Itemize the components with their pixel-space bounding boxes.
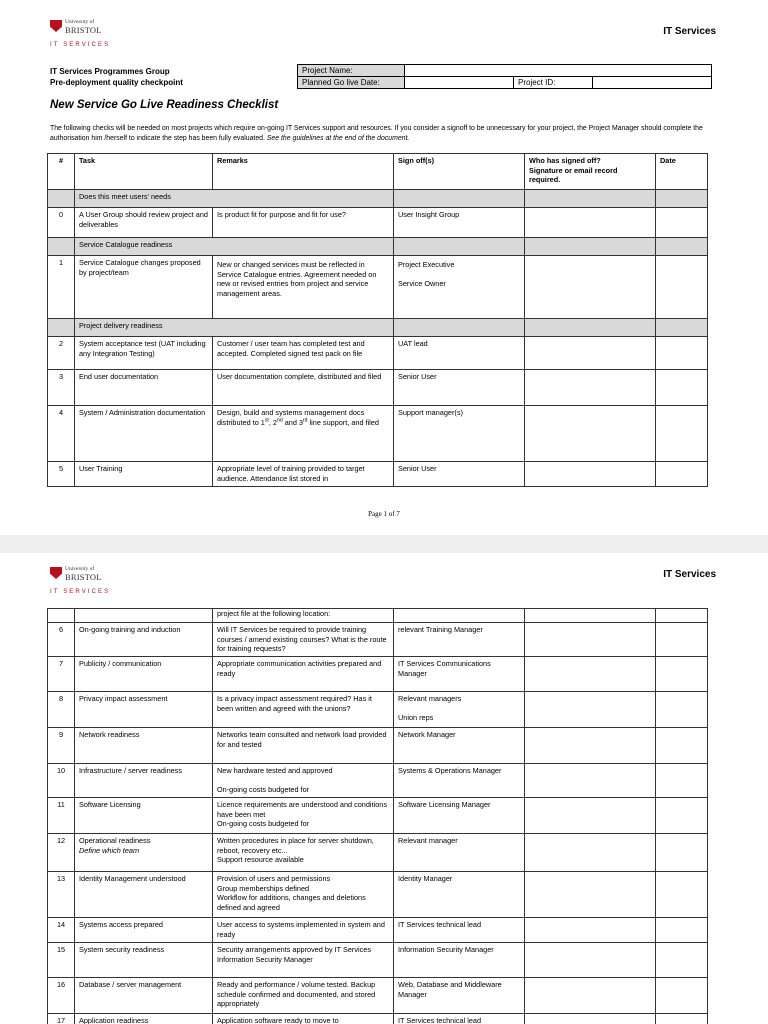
row-signoff: UAT lead	[394, 337, 525, 370]
signed-by-field[interactable]	[525, 609, 656, 623]
row-signoff: User Insight Group	[394, 208, 525, 238]
section-title: Does this meet users' needs	[75, 190, 394, 208]
table-row	[48, 764, 708, 798]
project-details-table	[297, 64, 712, 89]
row-number: 15	[48, 943, 75, 978]
row-number: 11	[48, 798, 75, 834]
row-number: 12	[48, 834, 75, 872]
date-field[interactable]	[656, 256, 708, 319]
signed-by-field[interactable]	[525, 943, 656, 978]
header-title: IT Services	[663, 569, 716, 580]
row-remarks: Ready and performance / volume tested. Backup schedule confirmed and documented, and stored appropriately	[213, 978, 394, 1014]
row-task: Identity Management understood	[75, 872, 213, 918]
signed-by-field[interactable]	[525, 1014, 656, 1024]
golive-date-field[interactable]	[405, 77, 514, 89]
signed-by-field[interactable]	[525, 256, 656, 319]
row-number: 5	[48, 462, 75, 487]
row-number: 10	[48, 764, 75, 798]
logo-subtitle: IT SERVICES	[50, 589, 111, 595]
who-header-line1: Who has signed off?	[529, 156, 601, 165]
table-row	[48, 623, 708, 657]
date-field[interactable]	[656, 943, 708, 978]
row-number: 1	[48, 256, 75, 319]
row-remarks: Is a privacy impact assessment required? Has it been written and agreed with the unions?	[213, 692, 394, 728]
row-task: Infrastructure / server readiness	[75, 764, 213, 798]
signed-by-field[interactable]	[525, 657, 656, 692]
row-number: 16	[48, 978, 75, 1014]
signed-by-field[interactable]	[525, 978, 656, 1014]
page-gap	[0, 535, 768, 553]
table-row	[48, 406, 708, 462]
col-task-header: Task	[75, 154, 213, 190]
table-row	[48, 337, 708, 370]
row-task: Application readiness	[75, 1014, 213, 1024]
row-task: System security readiness	[75, 943, 213, 978]
signed-by-field[interactable]	[525, 764, 656, 798]
signed-by-field[interactable]	[525, 370, 656, 406]
row-remarks: Appropriate communication activities prepared and ready	[213, 657, 394, 692]
table-row	[48, 728, 708, 764]
row-signoff: Senior User	[394, 370, 525, 406]
row-signoff: Systems & Operations Manager	[394, 764, 525, 798]
section-row	[48, 190, 708, 208]
row-remarks: Licence requirements are understood and conditions have been met On-going costs budgeted for	[213, 798, 394, 834]
date-field[interactable]	[656, 728, 708, 764]
crest-icon	[50, 20, 62, 32]
row-signoff: Information Security Manager	[394, 943, 525, 978]
row-task: Privacy impact assessment	[75, 692, 213, 728]
date-field[interactable]	[656, 692, 708, 728]
checklist-table-page2	[47, 608, 708, 1024]
table-row	[48, 609, 708, 623]
row-remarks: project file at the following location:	[213, 609, 394, 623]
signed-by-field[interactable]	[525, 208, 656, 238]
signed-by-field[interactable]	[525, 834, 656, 872]
checklist-table-page1	[47, 153, 708, 487]
row-task: Operational readiness Define which team	[75, 834, 213, 872]
date-field[interactable]	[656, 462, 708, 487]
table-row	[48, 834, 708, 872]
group-name: IT Services Programmes Group	[50, 67, 170, 76]
intro-paragraph	[50, 124, 720, 143]
date-field[interactable]	[656, 406, 708, 462]
row-task: Software Licensing	[75, 798, 213, 834]
table-row	[48, 798, 708, 834]
row-number: 3	[48, 370, 75, 406]
university-logo	[50, 567, 110, 597]
logo-text-line2: BRISTOL	[65, 572, 102, 582]
col-num-header: #	[48, 154, 75, 190]
project-name-label: Project Name:	[298, 65, 405, 77]
row-task: Publicity / communication	[75, 657, 213, 692]
signed-by-field[interactable]	[525, 337, 656, 370]
row-signoff: Identity Manager	[394, 872, 525, 918]
page-footer: Page 1 of 7	[368, 510, 400, 518]
row-task: Service Catalogue changes proposed by project/team	[75, 256, 213, 319]
table-row	[48, 256, 708, 319]
table-row	[48, 1014, 708, 1024]
row-signoff: IT Services Communications Manager	[394, 657, 525, 692]
row-number: 4	[48, 406, 75, 462]
row-signoff: Support manager(s)	[394, 406, 525, 462]
row-remarks: Security arrangements approved by IT Services Information Security Manager	[213, 943, 394, 978]
who-header-line2: Signature or email record	[529, 165, 618, 175]
logo-text-line1: University of	[65, 566, 95, 572]
row-signoff: Relevant manager	[394, 834, 525, 872]
col-who-header	[525, 154, 656, 190]
row-task: Database / server management	[75, 978, 213, 1014]
signed-by-field[interactable]	[525, 623, 656, 657]
row-number: 17	[48, 1014, 75, 1024]
row-signoff: Web, Database and Middleware Manager	[394, 978, 525, 1014]
date-field[interactable]	[656, 834, 708, 872]
table-row	[48, 208, 708, 238]
row-task: System / Administration documentation	[75, 406, 213, 462]
row-task: A User Group should review project and deliverables	[75, 208, 213, 238]
date-field[interactable]	[656, 337, 708, 370]
project-name-field[interactable]	[405, 65, 712, 77]
section-row	[48, 319, 708, 337]
row-remarks: User access to systems implemented in system and ready	[213, 918, 394, 943]
signed-by-field[interactable]	[525, 798, 656, 834]
row-task: User Training	[75, 462, 213, 487]
row-remarks: Written procedures in place for server shutdown, reboot, recovery etc... Support resource available	[213, 834, 394, 872]
date-field[interactable]	[656, 623, 708, 657]
signed-by-field[interactable]	[525, 406, 656, 462]
row-remarks: Customer / user team has completed test and accepted. Completed signed test pack on file	[213, 337, 394, 370]
checkpoint-name: Pre-deployment quality checkpoint	[50, 78, 183, 87]
crest-icon	[50, 567, 62, 579]
table-row	[48, 370, 708, 406]
row-signoff: Senior User	[394, 462, 525, 487]
row-signoff: Software Licensing Manager	[394, 798, 525, 834]
row-remarks: New or changed services must be reflected in Service Catalogue entries. Agreement needed on new or revised entries from project and service management areas.	[213, 256, 394, 319]
row-signoff: IT Services technical lead	[394, 918, 525, 943]
intro-text: The following checks will be needed on most projects which require on-going IT Services support and resources. If you consider a signoff to be unnecessary for your project, the Project Manager should complete the authorisation him /herself to indicate the step has been fully evaluated.	[50, 125, 703, 142]
col-signoff-header: Sign off(s)	[394, 154, 525, 190]
signed-by-field[interactable]	[525, 918, 656, 943]
row-remarks: Provision of users and permissions Group memberships defined Workflow for additions, changes and deletions defined and agreed	[213, 872, 394, 918]
row-task: Network readiness	[75, 728, 213, 764]
table-row	[48, 872, 708, 918]
row-task: On-going training and induction	[75, 623, 213, 657]
golive-date-label: Planned Go live Date:	[298, 77, 405, 89]
university-logo	[50, 20, 110, 50]
table-row	[48, 943, 708, 978]
project-group-info	[50, 66, 183, 88]
signed-by-field[interactable]	[525, 728, 656, 764]
signed-by-field[interactable]	[525, 872, 656, 918]
row-remarks: Application software ready to move to	[213, 1014, 394, 1024]
row-remarks: Networks team consulted and network load provided for and tested	[213, 728, 394, 764]
row-task: End user documentation	[75, 370, 213, 406]
row-signoff: Relevant managers Union reps	[394, 692, 525, 728]
section-row	[48, 238, 708, 256]
row-signoff: Network Manager	[394, 728, 525, 764]
row-number: 9	[48, 728, 75, 764]
row-remarks: Appropriate level of training provided to target audience. Attendance list stored in	[213, 462, 394, 487]
table-row	[48, 657, 708, 692]
row-task: Systems access prepared	[75, 918, 213, 943]
date-field[interactable]	[656, 872, 708, 918]
section-title: Service Catalogue readiness	[75, 238, 394, 256]
table-row	[48, 462, 708, 487]
row-task: System acceptance test (UAT including any Integration Testing)	[75, 337, 213, 370]
header-title: IT Services	[663, 26, 716, 37]
section-title: Project delivery readiness	[75, 319, 394, 337]
table-row	[48, 918, 708, 943]
row-number: 13	[48, 872, 75, 918]
project-id-field[interactable]	[593, 77, 712, 89]
date-field[interactable]	[656, 370, 708, 406]
document-title: New Service Go Live Readiness Checklist	[50, 99, 279, 111]
date-field[interactable]	[656, 918, 708, 943]
row-number: 8	[48, 692, 75, 728]
date-field[interactable]	[656, 764, 708, 798]
date-field[interactable]	[656, 978, 708, 1014]
row-number: 0	[48, 208, 75, 238]
col-remarks-header: Remarks	[213, 154, 394, 190]
logo-text-line1: University of	[65, 19, 95, 25]
date-field[interactable]	[656, 798, 708, 834]
signed-by-field[interactable]	[525, 692, 656, 728]
signed-by-field[interactable]	[525, 462, 656, 487]
date-field[interactable]	[656, 1014, 708, 1024]
row-number: 6	[48, 623, 75, 657]
row-number: 2	[48, 337, 75, 370]
logo-text-line2: BRISTOL	[65, 25, 102, 35]
table-row	[48, 692, 708, 728]
table-row	[48, 978, 708, 1014]
row-remarks: New hardware tested and approved On-going costs budgeted for	[213, 764, 394, 798]
row-number: 7	[48, 657, 75, 692]
date-field[interactable]	[656, 208, 708, 238]
document-page-2	[0, 553, 768, 1024]
row-signoff: Project Executive Service Owner	[394, 256, 525, 319]
logo-subtitle: IT SERVICES	[50, 42, 111, 48]
intro-note: See the guidelines at the end of the document.	[266, 134, 410, 142]
row-signoff: relevant Training Manager	[394, 623, 525, 657]
row-remarks: Will IT Services be required to provide training courses / amend existing courses? What is the route for training requests?	[213, 623, 394, 657]
row-number: 14	[48, 918, 75, 943]
row-remarks: Design, build and systems management docs distributed to 1st, 2nd and 3rd line support, and filed	[213, 406, 394, 462]
row-signoff: IT Services technical lead	[394, 1014, 525, 1024]
who-header-line3: required.	[529, 175, 561, 185]
row-remarks: User documentation complete, distributed and filed	[213, 370, 394, 406]
date-field[interactable]	[656, 657, 708, 692]
col-date-header: Date	[656, 154, 708, 190]
table-header-row	[48, 154, 708, 190]
row-remarks: Is product fit for purpose and fit for use?	[213, 208, 394, 238]
project-id-label: Project ID:	[514, 77, 593, 89]
date-field[interactable]	[656, 609, 708, 623]
